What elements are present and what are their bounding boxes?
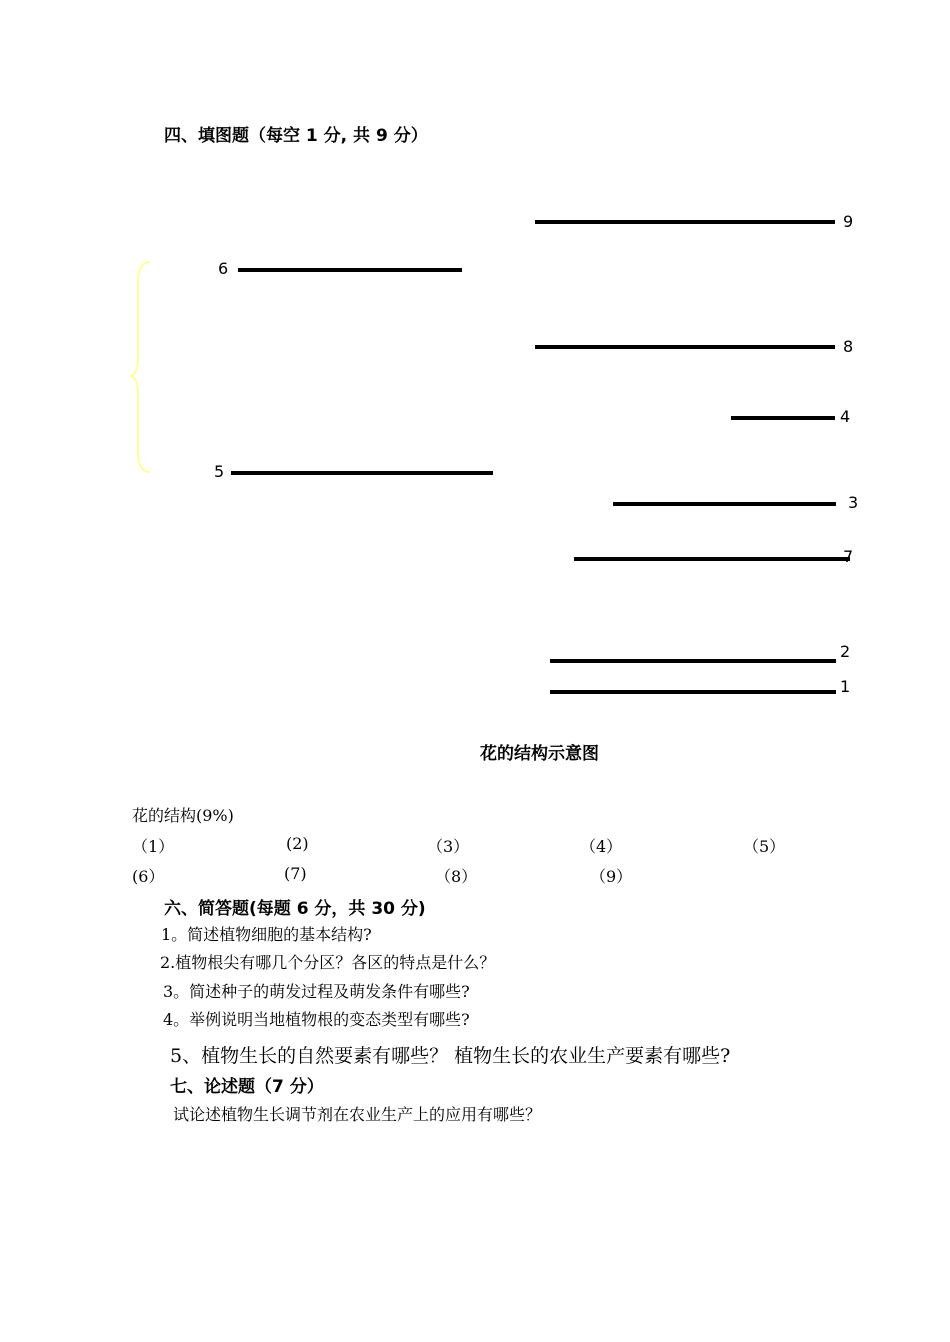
- yellow-brace-icon: [126, 258, 156, 478]
- answer-blank-4: （4）: [580, 837, 623, 856]
- question-6-1: 1。简述植物细胞的基本结构?: [161, 925, 372, 944]
- question-6-4: 4。举例说明当地植物根的变态类型有哪些?: [163, 1010, 470, 1029]
- label-6: 6: [218, 259, 229, 278]
- section-4-heading: 四、填图题（每空 1 分, 共 9 分）: [164, 126, 428, 146]
- answer-blank-3: （3）: [427, 837, 470, 856]
- answer-blank-5: （5）: [743, 837, 786, 856]
- label-1: 1: [840, 677, 851, 696]
- leader-line-1: [550, 690, 836, 694]
- leader-line-4: [731, 416, 835, 420]
- answer-blank-7: (7): [284, 864, 307, 883]
- section-6-heading: 六、简答题(每题 6 分，共 30 分): [164, 899, 426, 919]
- label-3: 3: [848, 493, 859, 512]
- answer-blank-1: （1）: [132, 837, 175, 856]
- label-9: 9: [843, 212, 854, 231]
- label-7: 7: [843, 547, 854, 566]
- leader-line-2: [550, 659, 836, 663]
- question-6-5: 5、植物生长的自然要素有哪些？ 植物生长的农业生产要素有哪些?: [170, 1045, 731, 1067]
- leader-line-9: [535, 220, 835, 224]
- answer-blank-9: （9）: [590, 867, 633, 886]
- section-7-heading: 七、论述题（7 分）: [170, 1077, 324, 1097]
- answer-blank-6: (6）: [132, 867, 165, 886]
- question-7-1: 试论述植物生长调节剂在农业生产上的应用有哪些？: [173, 1105, 542, 1124]
- label-2: 2: [840, 642, 851, 661]
- label-5: 5: [214, 462, 225, 481]
- leader-line-6: [238, 268, 462, 272]
- leader-line-3: [613, 502, 836, 506]
- diagram-caption: 花的结构示意图: [480, 744, 599, 764]
- answer-blank-8: （8）: [435, 867, 478, 886]
- answer-blank-2: (2): [286, 834, 309, 853]
- question-6-3: 3。简述种子的萌发过程及萌发条件有哪些?: [163, 982, 470, 1001]
- answer-title: 花的结构(9%): [132, 806, 234, 825]
- leader-line-5: [231, 471, 493, 475]
- label-4: 4: [840, 407, 851, 426]
- question-6-2: 2.植物根尖有哪几个分区？各区的特点是什么？: [160, 953, 496, 972]
- leader-line-7: [574, 557, 850, 561]
- label-8: 8: [843, 337, 854, 356]
- leader-line-8: [535, 345, 835, 349]
